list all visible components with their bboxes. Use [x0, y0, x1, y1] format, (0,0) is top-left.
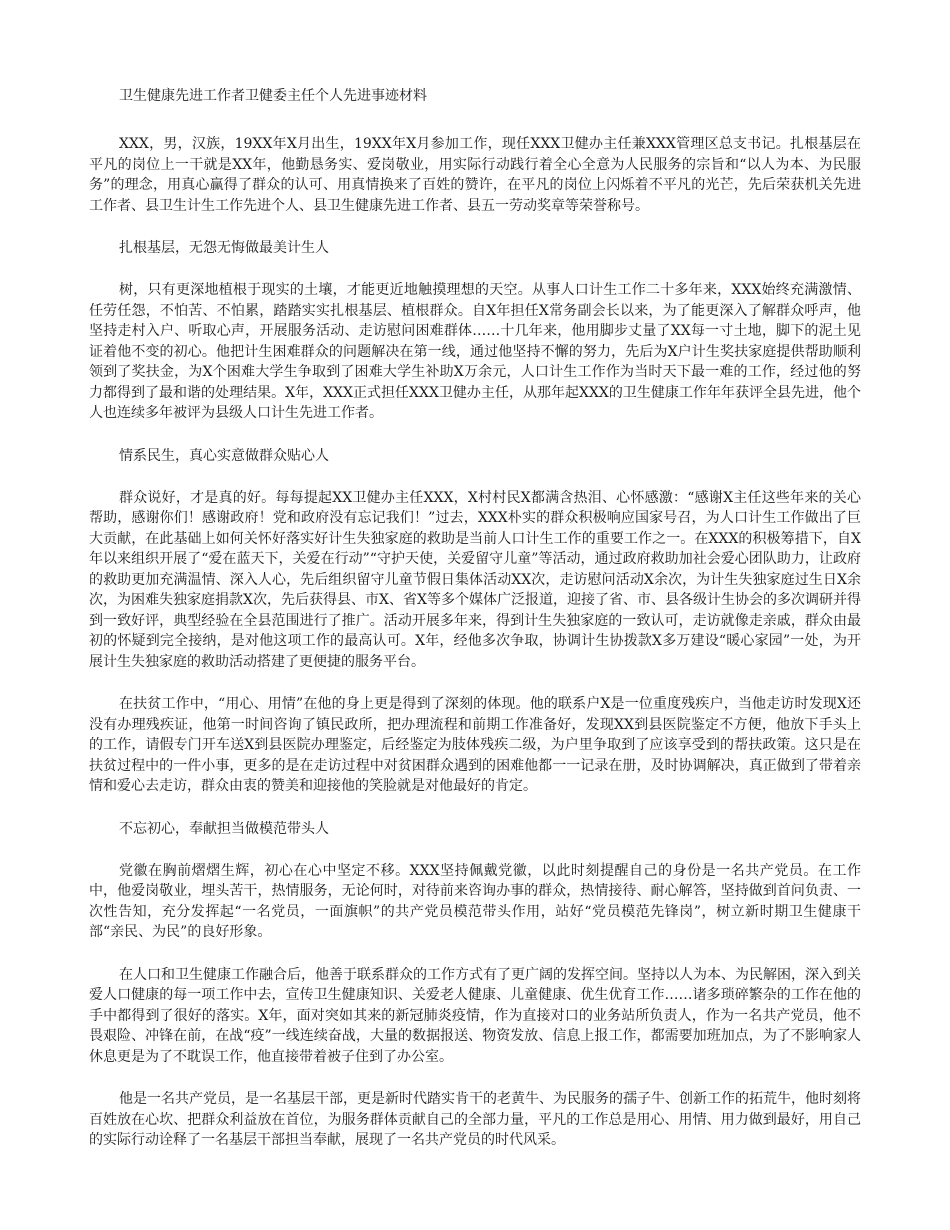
paragraph-livelihood: 群众说好，才是真的好。每每提起XX卫健办主任XXX，X村村民X都满含热泪、心怀感激：“感谢X主任这些年来的关心帮助，感谢你们！感谢政府！党和政府没有忘记我们！”过去，XXX朴实的群众积极响应国家号召，为人口计生工作做出了巨大贡献，在此基础上如何关怀好落实好计生失独家庭的救助是当前人口计生工作的重要工作之一。在XXX的积极筹措下，自X年以来组织开展了“爱在蓝天下，关爱在行动”“守护天使，关爱留守儿童”等活动，通过政府救助加社会爱心团队助力，让政府的救助更加充满温情、深入人心，先后组织留守儿童节假日集体活动XX次，走访慰问活动X余次，为计生失独家庭过生日X余次，为困难失独家庭捐款X次，先后获得县、市X、省X等多个媒体广泛报道，迎接了省、市、县各级计生协会的多次调研并得到一致好评，典型经验在全县范围进行了推广。活动开展多年来，得到计生失独家庭的一致认可，走访就像走亲戚，群众由最初的怀疑到完全接纳，是对他这项工作的最高认可。X年，经他多次争取，协调计生协拨款X多万建设“暖心家园”一处，为开展计生失独家庭的救助活动搭建了更便捷的服务平台。 — [89, 489, 861, 670]
section-heading-livelihood: 情系民生，真心实意做群众贴心人 — [119, 447, 329, 464]
paragraph-party-badge: 党徽在胸前熠熠生辉，初心在心中坚定不移。XXX坚持佩戴党徽，以此时刻提醒自己的身份是一名共产党员。在工作中，他爱岗敬业，埋头苦干，热情服务，无论何时，对待前来咨询办事的群众，热情接待、耐心解答，坚持做到首问负责、一次性告知，充分发挥起“一名党员，一面旗帜”的共产党员模范带头作用，站好“党员模范先锋岗”，树立新时期卫生健康干部“亲民、为民”的良好形象。 — [89, 862, 861, 940]
section-heading-grassroots: 扎根基层，无怨无悔做最美计生人 — [119, 240, 329, 256]
paragraph-conclusion: 他是一名共产党员，是一名基层干部，更是新时代踏实肯干的老黄牛、为民服务的孺子牛、创新工作的拓荒牛，他时刻将百姓放在心坎、把群众利益放在首位，为服务群体贡献自己的全部力量，平凡的工作总是用心、用情、用力做到最好，用自己的实际行动诠释了一名基层干部担当奉献，展现了一名共产党员的时代风采。 — [89, 1091, 861, 1148]
section-heading-original-aspiration: 不忘初心，奉献担当做模范带头人 — [119, 820, 329, 837]
paragraph-intro: XXX，男，汉族，19XX年X月出生，19XX年X月参加工作，现任XXX卫健办主任兼XXX管理区总支书记。扎根基层在平凡的岗位上一干就是XX年，他勤恳务实、爱岗敬业，用实际行动践行着全心全意为人民服务的宗旨和“以人为本、为民服务”的理念，用真心赢得了群众的认可、用真情换来了百姓的赞许，在平凡的岗位上闪烁着不平凡的光芒，先后荣获机关先进工作者、县卫生计生工作先进个人、县卫生健康先进工作者、县五一劳动奖章等荣誉称号。 — [89, 136, 861, 214]
document-title: 卫生健康先进工作者卫健委主任个人先进事迹材料 — [119, 88, 427, 104]
paragraph-poverty-relief: 在扶贫工作中，“用心、用情”在他的身上更是得到了深刻的体现。他的联系户X是一位重度残疾户，当他走访时发现X还没有办理残疾证，他第一时间咨询了镇民政所，把办理流程和前期工作准备好，发现XX到县医院鉴定不方便，他放下手头上的工作，请假专门开车送X到县医院办理鉴定，后经鉴定为肢体残疾二级，为户里争取到了应该享受到的帮扶政策。这只是在扶贫过程中的一件小事，更多的是在走访过程中对贫困群众遇到的困难他都一一记录在册，及时协调解决，真正做到了带着亲情和爱心去走访，群众由衷的赞美和迎接他的笑脸就是对他最好的肯定。 — [89, 696, 861, 794]
paragraph-health-work: 在人口和卫生健康工作融合后，他善于联系群众的工作方式有了更广阔的发挥空间。坚持以人为本、为民解困，深入到关爱人口健康的每一项工作中去，宣传卫生健康知识、关爱老人健康、儿童健康、优生优育工作……诸多琐碎繁杂的工作在他的手中都得到了很好的落实。X年，面对突如其来的新冠肺炎疫情，作为直接对口的业务站所负责人，作为一名共产党员，他不畏艰险、冲锋在前，在战“疫”一线连续奋战，大量的数据报送、物资发放、信息上报工作，都需要加班加点，为了不影响家人休息更是为了不耽误工作，他直接带着被子住到了办公室。 — [89, 966, 861, 1065]
document-page — [89, 86, 861, 1173]
paragraph-grassroots: 树，只有更深地植根于现实的土壤，才能更近地触摸理想的天空。从事人口计生工作二十多年来，XXX始终充满激情、任劳任怨，不怕苦、不怕累，踏踏实实扎根基层、植根群众。自X年担任X常务副会长以来，为了能更深入了解群众呼声，他坚持走村入户、听取心声，开展服务活动、走访慰问困难群体……十几年来，他用脚步丈量了XX每一寸土地，脚下的泥土见证着他不变的初心。他把计生困难群众的问题解决在第一线，通过他坚持不懈的努力，先后为X户计生奖扶家庭提供帮助顺利领到了奖扶金，为X个困难大学生争取到了困难大学生补助X万余元，人口计生工作作为当时天下最一难的工作，经过他的努力都得到了最和谐的处理结果。X年，XXX正式担任XXX卫健办主任，从那年起XXX的卫生健康工作年年获评全县先进，他个人也连续多年被评为县级人口计生先进工作者。 — [89, 282, 861, 421]
